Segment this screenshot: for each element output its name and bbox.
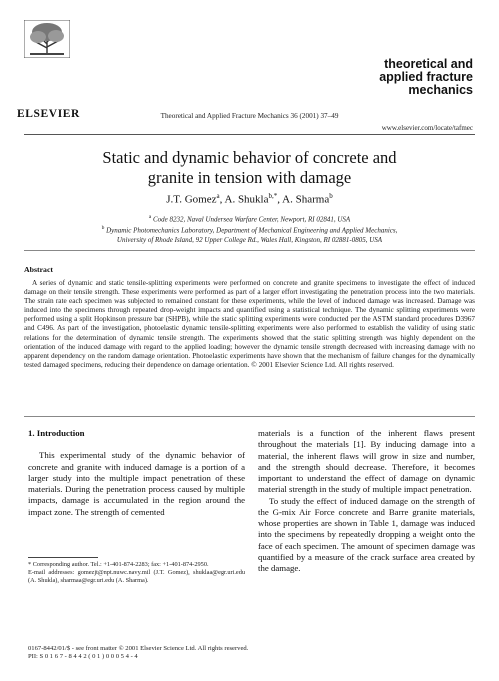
- author-affil-mark: a: [216, 192, 220, 200]
- pii-line: PII: S 0 1 6 7 - 8 4 4 2 ( 0 1 ) 0 0 0 5 4 - 4: [28, 653, 138, 661]
- author-name: J.T. Gomez: [166, 193, 217, 206]
- paper-title: [40, 148, 459, 188]
- copyright-line: 0167-8442/01/$ - see front matter © 2001 Elsevier Science Ltd. All rights reserved.: [28, 645, 249, 652]
- left-column: [28, 428, 245, 518]
- footnote-divider: [28, 557, 98, 558]
- email-note: E-mail addresses: gomezjt@npt.nuwc.navy.mil (J.T. Gomez), shuklaa@egr.uri.edu (A. Shukla), sharmaa@egr.uri.edu (A. Sharma).: [28, 569, 245, 585]
- journal-name-line3: mechanics: [408, 83, 473, 97]
- abstract-text: A series of dynamic and static tensile-splitting experiments were performed on concrete and granite specimens to investigate the effect of induced damage on their tensile strength. These experiments were performed as part of a larger effort investigating the penetration process into the two materials. The strain rate each specimen was subjected to remained constant for these experiments, while the level of induced damage was increased. Damage was induced into the specimens through repeated drop-weight impacts and quantified using a statistical technique. The dynamic splitting experiments were performed using a split Hopkinson pressure bar (SHPB), while the static splitting experiments were conducted per the ASTM standard procedures D3967 and C496. As part of the investigation, photoelastic dynamic tensile-splitting experiments were also performed to establish the validity of using static relations for the determination of dynamic tensile strength. The experiments showed that the static splitting strength was highly dependent on the orientation of the induced damage with regard to the applied loading; however the dynamic tensile strength decreased with increasing damage with no apparent dependency on the random damage orientation. Photoelastic experiments have shown that the mechanism of failure changes for the dynamically tested damaged specimens, reducing their dependence on damage orientation. © 2001 Elsevier Science Ltd. All rights reserved.: [24, 279, 475, 369]
- elsevier-tree-logo-icon: [24, 20, 70, 58]
- header-divider: [24, 134, 475, 135]
- author-affil-mark: b: [329, 192, 333, 200]
- journal-url-link[interactable]: www.elsevier.com/locate/tafmec: [381, 124, 473, 132]
- corresponding-author-note: * Corresponding author. Tel.: +1-401-874-2283; fax: +1-401-874-2950.: [28, 561, 209, 568]
- section-heading: 1. Introduction: [28, 428, 85, 438]
- front-matter-info: [28, 645, 248, 662]
- author-name: A. Shukla: [224, 193, 269, 206]
- journal-name-line2: applied fracture: [379, 70, 473, 84]
- abstract-divider: [24, 416, 475, 417]
- publisher-logo-text: ELSEVIER: [17, 108, 80, 120]
- journal-name-logo: [343, 58, 473, 97]
- journal-name-line1: theoretical and: [384, 57, 473, 71]
- body-paragraph: To study the effect of induced damage on the strength of the G-mix Air Force concrete and Barre granite materials, whose properties are shown in Table 1, damage was induced into the specimens by repeatedly dropping a weight onto the face of each specimen. The amount of specimen damage was quantified by a measure of the crack surface area created by the damage.: [258, 495, 475, 573]
- journal-citation: Theoretical and Applied Fracture Mechanics 36 (2001) 37–49: [160, 112, 339, 120]
- author-name: A. Sharma: [282, 193, 330, 206]
- author-list: J.T. Gomez$^a$, A. Shukla$^{b,*}$, A. Sharma$^b$: [166, 192, 333, 206]
- affiliations: [30, 213, 469, 245]
- title-divider: [24, 250, 475, 251]
- abstract-heading: Abstract: [24, 265, 54, 274]
- affiliation-b: $^b$ Dynamic Photomechanics Laboratory, Department of Mechanical Engineering and Applied Mechanics,: [101, 225, 398, 235]
- author-affil-mark: b,*: [268, 192, 278, 200]
- title-line-1: Static and dynamic behavior of concrete and: [102, 148, 397, 167]
- footnotes: [28, 561, 245, 586]
- body-paragraph: materials is a function of the inherent flaws present throughout the materials [1]. By inducing damage into a material, the inherent flaws will grow in size and number, and the strength should decrease. Therefore, it becomes important to understand the effect of damage on dynamic material strength in the study of multiple impact penetration.: [258, 428, 475, 495]
- affiliation-b-cont: University of Rhode Island, 92 Upper College Rd., Wales Hall, Kingston, RI 02881-0805, USA: [116, 235, 383, 244]
- right-column: [258, 428, 475, 574]
- body-paragraph: This experimental study of the dynamic behavior of concrete and granite with induced damage is a portion of a larger study into the multiple impact penetration of these materials. During the penetration process caused by multiple impacts, damage is accumulated in the region around the impact zone. The strength of cemented: [28, 450, 245, 517]
- affiliation-a: $^a$ Code 8232, Naval Undersea Warfare Center, Newport, RI 02841, USA: [148, 214, 351, 224]
- title-line-2: granite in tension with damage: [147, 168, 352, 187]
